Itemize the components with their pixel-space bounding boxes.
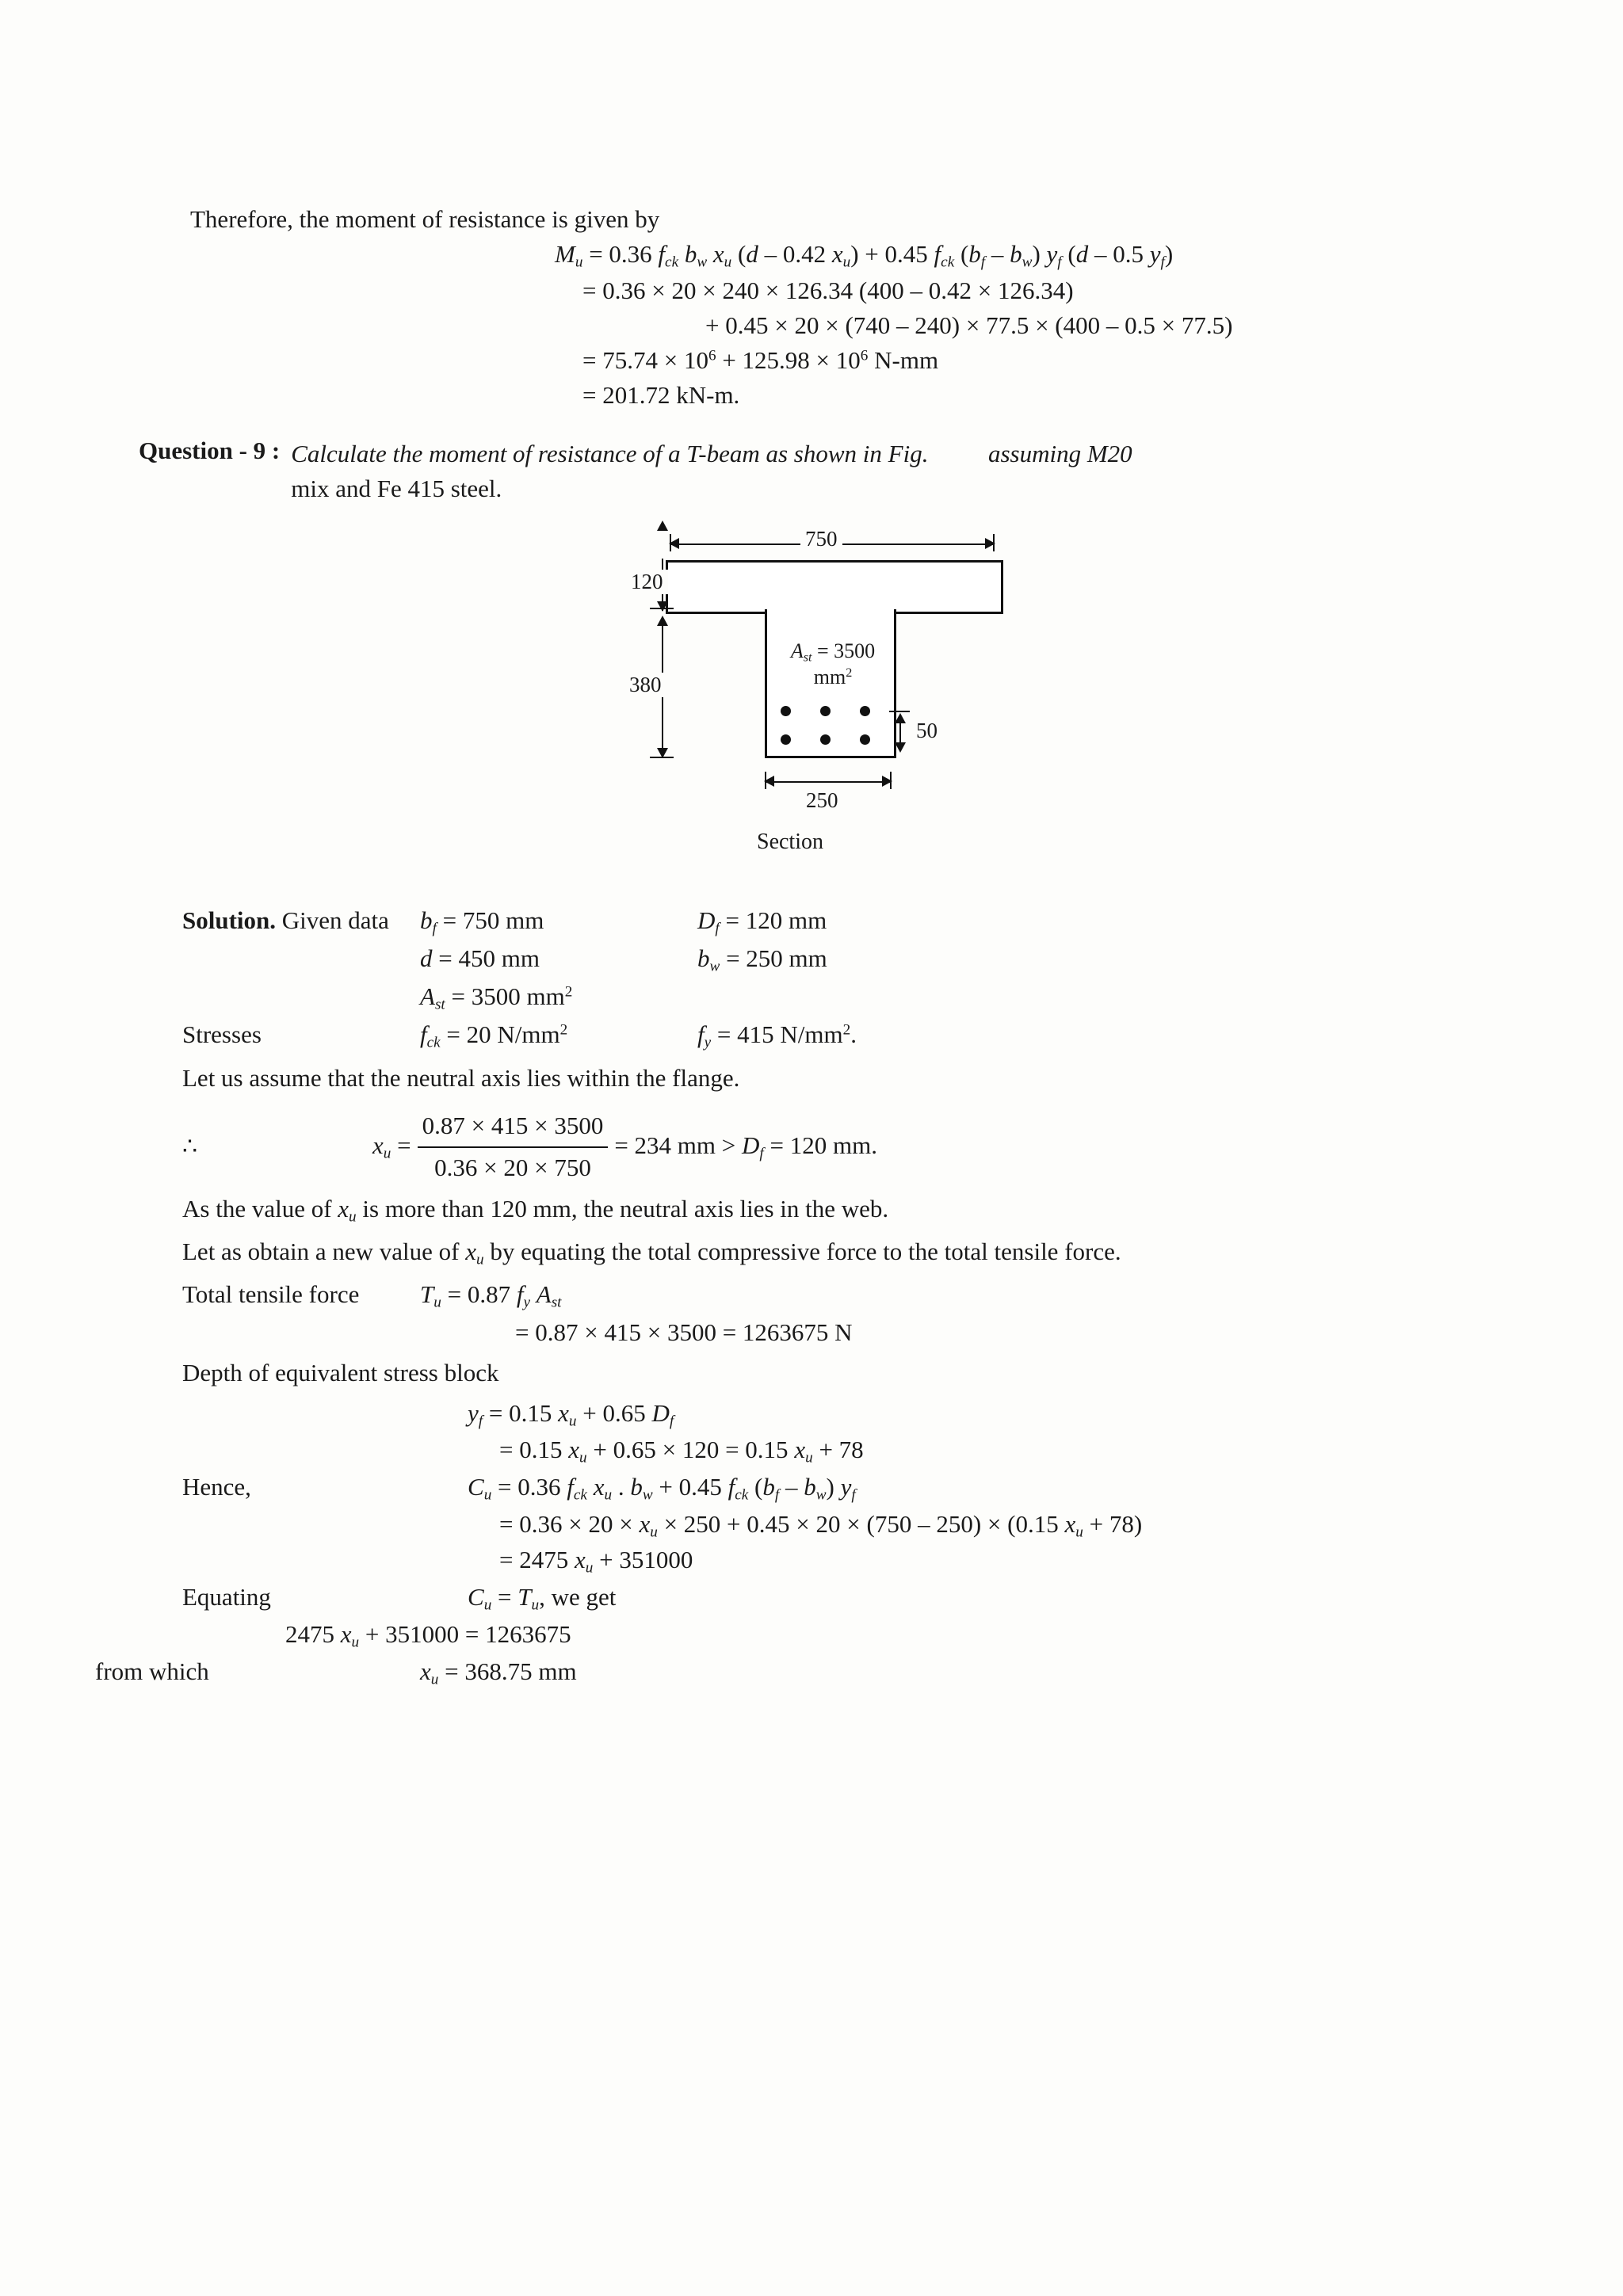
stress-fck: $f_{ck} = 20$ $N/mm^2$ [420,1020,568,1051]
dimension-380-arrow-up [657,616,668,626]
xu-result: = 234 mm > $D_f = 120$ mm. [614,1131,877,1162]
assume-line: Let us assume that the neutral axis lies within the flange. [182,1063,740,1092]
dimension-50-arrow-down [895,742,906,753]
page-content [95,202,1466,1691]
dimension-50-label: 50 [911,719,942,743]
given-bw: $b_w = 250$ mm [697,944,827,975]
rebar-dot [781,706,791,716]
equation-line-4: = $75.74 \times 10^6 + 125.98 \times 10^6$ N-mm [582,345,939,374]
dimension-380-tick [650,757,674,758]
stress-fy: $f_y = 415$ $N/mm^2$. [697,1020,857,1051]
web-line: As the value of $x_u$ is more than 120 mm, the neutral axis lies in the web. [182,1195,889,1226]
from-which-eq: $x_u = 368.75$ mm [420,1657,577,1688]
xu-numerator: 0.87 × 415 × 3500 [418,1108,609,1148]
equation-line-2: = 0.36 × 20 × 240 × 126.34 (400 – 0.42 × 126.34) [582,276,1074,304]
question-text-line2: mix and Fe 415 steel. [291,474,502,502]
solution-heading-bold: Solution. [182,906,277,934]
xu-denominator: 0.36 × 20 × 750 [434,1153,591,1181]
question-text: Calculate the moment of resistance of a T-beam as shown in Fig. [291,439,929,467]
given-Df: $D_f = 120$ mm [697,906,827,937]
stresses-row [182,1016,1466,1055]
rebar-dot [860,706,870,716]
solution-block [95,902,1466,1691]
new-value-line: Let as obtain a new value of $x_u$ by equating the total compressive force to the total tensile force. [182,1238,1121,1268]
equating-label: Equating [182,1583,271,1611]
figure-caption: Section [757,829,823,854]
question-block [139,437,1466,506]
equating-row [182,1579,1466,1617]
dimension-120-label: 120 [626,570,668,594]
therefore-symbol: ∴ [182,1134,198,1161]
equation-line-3: + 0.45 × 20 × (740 – 240) × 77.5 × (400 – 0.5 × 77.5) [705,311,1233,339]
yf-eq-2: = 0.15 $x_u + 0.65 \times 120 = 0.15$ $x_u + 78$ [499,1435,864,1466]
dimension-120-arrow-down [657,601,668,612]
dimension-120-arrow-up [657,521,668,531]
given-Ast: $A_{st} = 3500$ $mm^2$ [420,982,573,1013]
dimension-120-tick [650,608,674,609]
rebar-dot [781,734,791,745]
solution-heading-row [182,902,1466,940]
cu-eq-3: = 2475 $x_u + 351000$ [499,1546,693,1577]
steel-area-value: 3500 [834,639,876,662]
given-row-3 [182,978,1466,1016]
yf-eq-1: $y_f = 0.15$ $x_u + 0.65$ $D_f$ [468,1399,674,1430]
dimension-50-arrow-up [895,713,906,723]
dimension-50-tick [889,711,910,712]
equating-eq-2: 2475 $x_u + 351000 = 1263675$ [285,1620,571,1651]
intro-line: Therefore, the moment of resistance is given by [190,205,660,233]
cu-eq-1: $C_u = 0.36$ $f_{ck}$ $x_u$ . $b_w + 0.45$ $f_{ck}$ $(b_f - b_w)$ $y_f$ [468,1472,856,1503]
question-label: Question - 9 : [139,436,281,464]
stress-block-label: Depth of equivalent stress block [182,1358,499,1386]
tensile-eq-1: $T_u = 0.87$ $f_y$ $A_{st}$ [420,1280,562,1311]
cu-eq-2: = $0.36 \times 20 \times x_u \times 250 + 0.45 \times 20 \times (750 - 250) \times (0.15$ $x_u + 78$) [499,1509,1143,1541]
dimension-750 [670,526,995,552]
tensile-force-row [182,1276,1466,1314]
flange-rect [666,560,1003,614]
rebar-dot [820,706,831,716]
xu-formula: $x_u$ = $\frac{0.87 \times 415 \times 3500}{0.36 \times 20 \times 750}$ = 234 mm > $D_f = 120$ mm. [372,1108,877,1186]
dimension-250 [765,774,892,812]
from-which-row [95,1653,1466,1691]
dimension-750-label: 750 [800,527,842,551]
beam-section-figure [182,522,1466,894]
xu-fraction [418,1108,609,1186]
equation-mu: $M_u = 0.36$ $f_{ck}$ $b_w$ $x_u$ (d – 0.42 $x_u) + 0.45$ $f_{ck}$ $(b_f - b_w)$ $y_f$ (d – 0.5 $y_f$) [555,240,1174,271]
dimension-380-label: 380 [624,673,666,697]
tensile-eq-2: = 0.87 × 415 × 3500 = 1263675 N [515,1318,853,1346]
solution-heading-rest: Given data [281,906,389,934]
rebar-dot [820,734,831,745]
dimension-250-label: 250 [801,788,843,813]
question-body [291,437,1132,506]
question-text-right: assuming M20 [987,439,1132,467]
hence-label: Hence, [182,1472,251,1501]
from-which-label: from which [95,1657,209,1685]
hence-row [182,1469,1466,1507]
tensile-label: Total tensile force [182,1280,360,1309]
equating-eq: $C_u = T_u$, we get [468,1583,617,1614]
given-bf: $b_f = 750$ mm [420,906,544,937]
rebar-dot [860,734,870,745]
xu-equation-row [182,1108,1466,1186]
steel-area-label: $A_{st} = 3500$ $mm^2$ [790,639,876,688]
given-row-2 [182,940,1466,978]
equation-line-5: = 201.72 kN-m. [582,380,740,409]
given-d: d = 450 mm [420,944,540,972]
stresses-label: Stresses [182,1020,262,1049]
